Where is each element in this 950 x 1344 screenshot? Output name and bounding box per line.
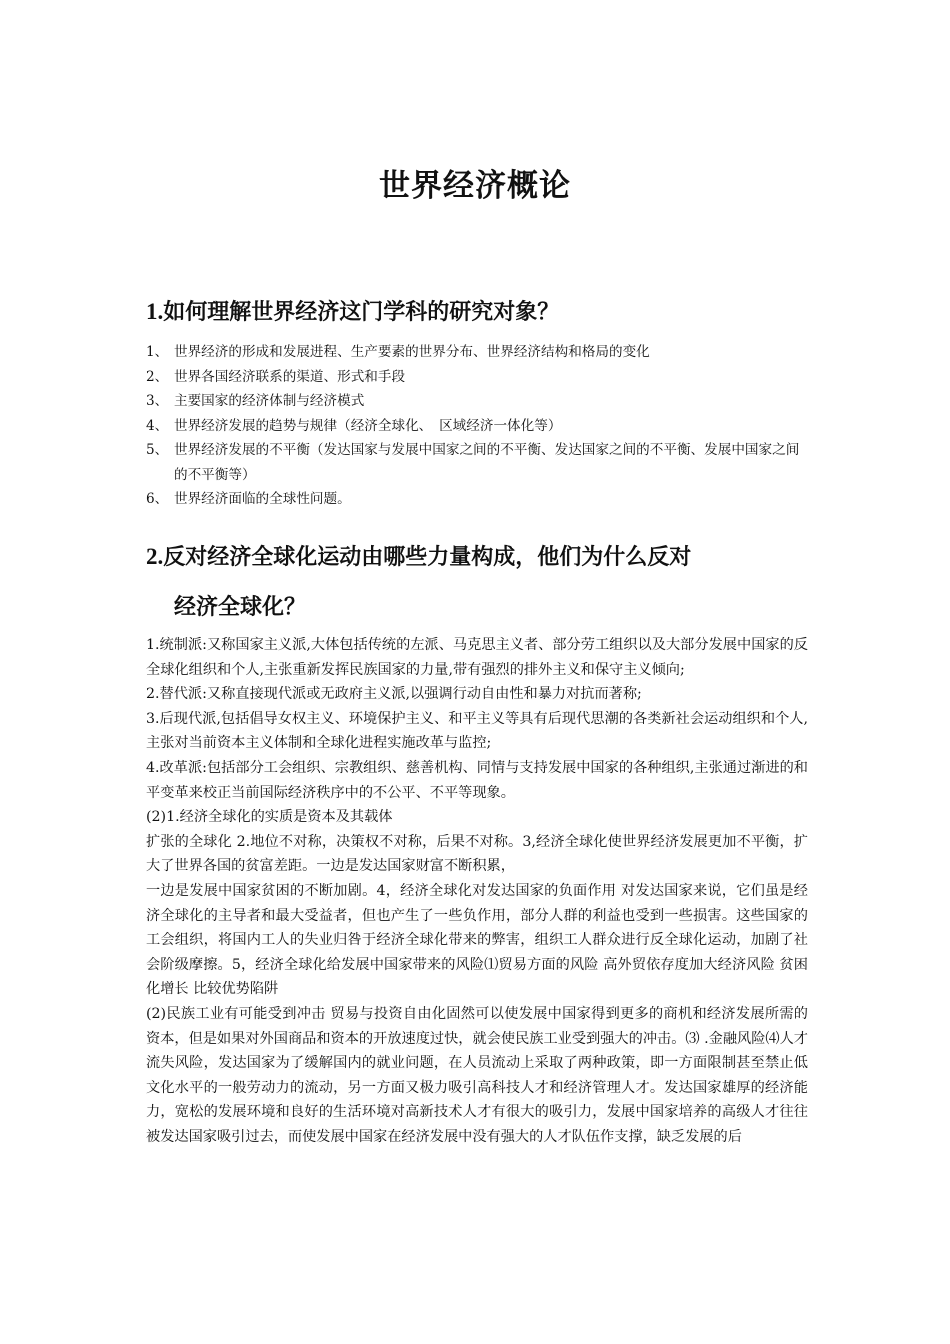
answer-paragraph: 1.统制派:又称国家主义派,大体包括传统的左派、马克思主义者、部分劳工组织以及大部分发展中国家的反全球化组织和个人,主张重新发挥民族国家的力量,带有强烈的排外主义和保守主义倾向; — [146, 637, 808, 678]
question-2-number: 2. — [146, 544, 164, 569]
list-item-text: 主要国家的经济体制与经济模式 — [174, 393, 365, 409]
list-item-number: 4、 — [146, 417, 169, 434]
question-1-number: 1. — [146, 299, 164, 324]
answer-paragraph: 3.后现代派,包括倡导女权主义、环境保护主义、和平主义等具有后现代思潮的各类新社会运动组织和个人,主张对当前资本主义体制和全球化进程实施改革与监控; — [146, 710, 808, 752]
list-item — [146, 365, 806, 390]
list-item — [146, 340, 806, 365]
list-item-number: 6、 — [146, 491, 169, 507]
list-item-text: 世界经济面临的全球性问题。 — [174, 491, 351, 507]
list-item — [146, 414, 806, 439]
question-2-answer — [146, 633, 808, 1149]
question-2-line-1: 反对经济全球化运动由哪些力量构成，他们为什么反对 — [163, 545, 692, 570]
list-item — [146, 389, 806, 414]
list-item-number: 5、 — [146, 442, 169, 458]
list-item-number: 3、 — [146, 393, 169, 409]
question-1-heading — [146, 287, 816, 338]
list-item-text: 世界经济发展的不平衡（发达国家与发展中国家之间的不平衡、发达国家之间的不平衡、发展中国家之间的不平衡等） — [174, 442, 800, 483]
document-title: 世界经济概论 — [379, 168, 571, 204]
question-2-line-2: 经济全球化？ — [174, 595, 307, 620]
list-item-text: 世界经济的形成和发展进程、生产要素的世界分布、世界经济结构和格局的变化 — [174, 344, 650, 360]
answer-paragraph: 扩张的全球化 2.地位不对称，决策权不对称，后果不对称。3,经济全球化使世界经济发展更加不平衡，扩大了世界各国的贫富差距。一边是发达国家财富不断积累， — [146, 833, 808, 875]
list-item-number: 1、 — [146, 344, 169, 360]
answer-paragraph: (2)1.经济全球化的实质是资本及其载体 — [146, 809, 393, 826]
answer-paragraph: 一边是发展中国家贫困的不断加剧。4，经济全球化对发达国家的负面作用 对发达国家来说，它们虽是经济全球化的主导者和最大受益者，但也产生了一些负作用，部分人群的利益也受到一些损害。这些国家的工会组织，将国内工人的失业归咎于经济全球化带来的弊害，组织工人群众进行反全球化运动，加剧了社会阶级摩擦。5，经济全球化给发展中国家带来的风险⑴贸易方面的风险 高外贸依存度加大经济风险 贫困化增长 比较优势陷阱 — [146, 882, 808, 998]
list-item — [146, 438, 806, 487]
list-item-number: 2、 — [146, 368, 169, 385]
list-item-text: 世界经济发展的趋势与规律（经济全球化、 区域经济一体化等） — [174, 417, 562, 434]
question-1-text: 如何理解世界经济这门学科的研究对象？ — [163, 300, 560, 325]
question-2-heading — [146, 532, 816, 633]
list-item-text: 世界各国经济联系的渠道、形式和手段 — [174, 368, 406, 385]
list-item — [146, 487, 806, 512]
answer-paragraph: (2)民族工业有可能受到冲击 贸易与投资自由化固然可以使发展中国家得到更多的商机和经济发展所需的资本，但是如果对外国商品和资本的开放速度过快，就会使民族工业受到强大的冲击。⑶ .金融风险⑷人才流失风险，发达国家为了缓解国内的就业问题，在人员流动上采取了两种政策，即一方面限制甚至禁止低文化水平的一般劳动力的流动，另一方面又极力吸引高科技人才和经济管理人才。发达国家雄厚的经济能力，宽松的发展环境和良好的生活环境对高新技术人才有很大的吸引力，发展中国家培养的高级人才往往被发达国家吸引过去，而使发展中国家在经济发展中没有强大的人才队伍作支撑，缺乏发展的后 — [146, 1005, 808, 1145]
answer-paragraph: 2.替代派:又称直接现代派或无政府主义派,以强调行动自由性和暴力对抗而著称; — [146, 686, 642, 703]
question-1-list — [146, 340, 806, 512]
answer-paragraph: 4.改革派:包括部分工会组织、宗教组织、慈善机构、同情与支持发展中国家的各种组织,主张通过渐进的和平变革来校正当前国际经济秩序中的不公平、不平等现象。 — [146, 759, 808, 801]
